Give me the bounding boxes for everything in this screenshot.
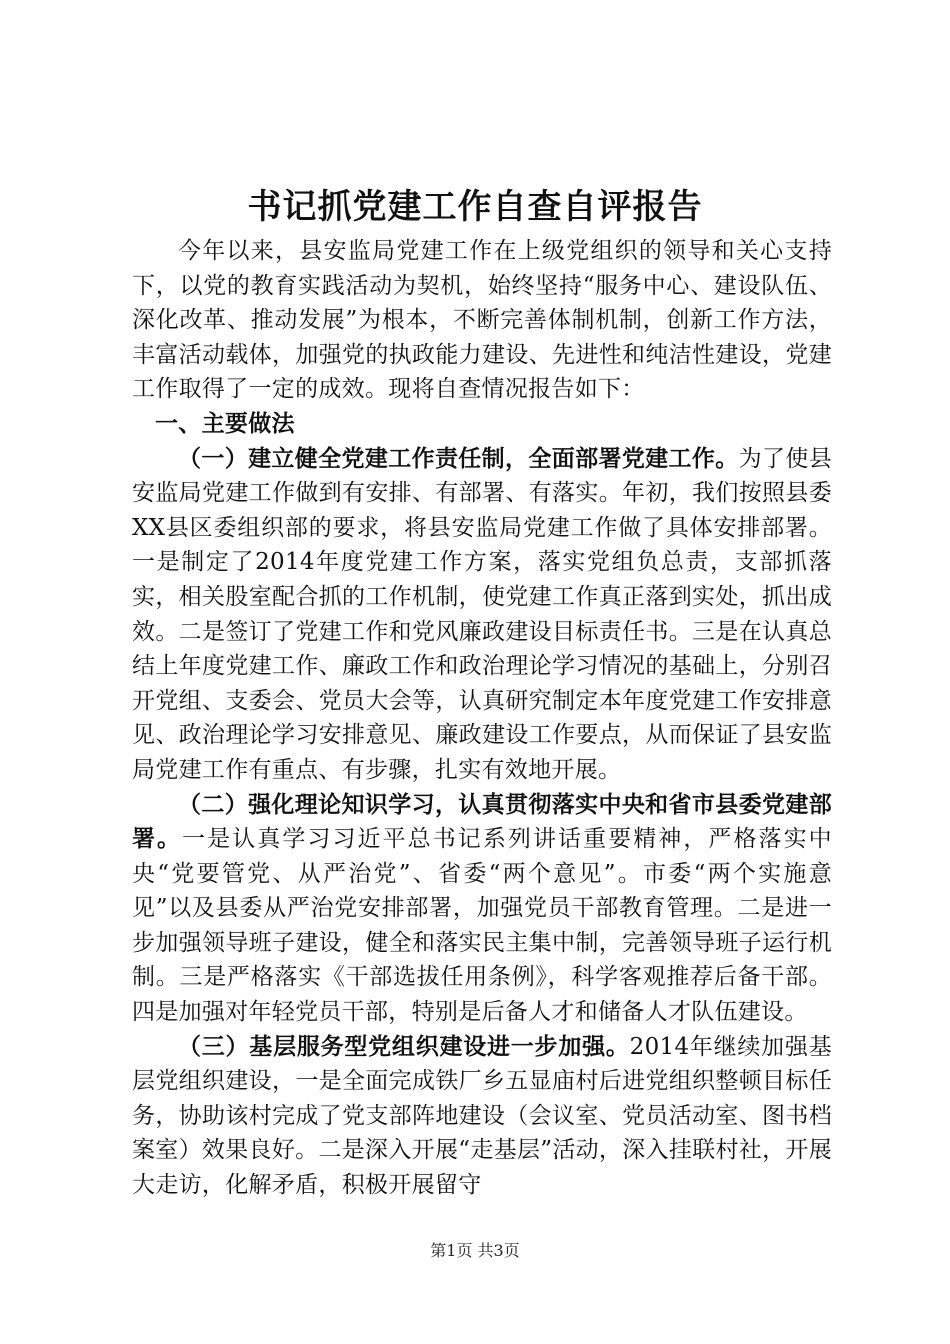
item-3-text: 2014年继续加强基层党组织建设，一是全面完成铁厂乡五显庙村后进党组织整顿目标任务，协助该村完成了党支部阵地建设（会议室、党员活动室、图书档案室）效果良好。二是深入开展“走基层”活动，深入挂联村社，开展大走访，化解矛盾，积极开展留守 [132, 1033, 832, 1199]
item-1-text: 为了使县安监局党建工作做到有安排、有部署、有落实。年初，我们按照县委XX县区委组织部的要求，将县安监局党建工作做了具体安排部署。一是制定了2014年度党建工作方案，落实党组负总责，支部抓落实，相关股室配合抓的工作机制，使党建工作真正落到实处，抓出成效。二是签订了党建工作和党风廉政建设目标责任书。三是在认真总结上年度党建工作、廉政工作和政治理论学习情况的基础上，分别召开党组、支委会、党员大会等，认真研究制定本年度党建工作安排意见、政治理论学习安排意见、廉政建设工作要点，从而保证了县安监局党建工作有重点、有步骤，扎实有效地开展。 [132, 445, 833, 783]
page-number-footer: 第1页 共3页 [430, 1241, 520, 1260]
item-2-text: 一是认真学习习近平总书记系列讲话重要精神，严格落实中央“党要管党、从严治党”、省委“两个意见”。市委“两个实施意见”以及县委从严治党安排部署，加强党员干部教育管理。二是进一步加强领导班子建设，健全和落实民主集中制，完善领导班子运行机制。三是严格落实《干部选拔任用条例》，科学客观推荐后备干部。四是加强对年轻党员干部，特别是后备人才和储备人才队伍建设。 [132, 826, 832, 1026]
item-paragraph-3 [132, 1030, 832, 1203]
item-3-lead: （三）基层服务型党组织建设进一步加强。 [178, 1033, 630, 1060]
intro-paragraph: 今年以来，县安监局党建工作在上级党组织的领导和关心支持下，以党的教育实践活动为契机，始终坚持“服务中心、建设队伍、深化改革、推动发展”为根本，不断完善体制机制，创新工作方法，丰富活动载体，加强党的执政能力建设、先进性和纯洁性建设，党建工作取得了一定的成效。现将自查情况报告如下： [132, 238, 832, 403]
item-paragraph-2 [132, 788, 832, 1030]
section-heading-main-practices: 一、主要做法 [155, 410, 295, 437]
item-1-lead: （一）建立健全党建工作责任制，全面部署党建工作。 [178, 445, 739, 472]
document-body [132, 234, 832, 1203]
document-title: 书记抓党建工作自查自评报告 [247, 187, 703, 227]
item-2-lead: （二）强化理论知识学习，认真贯彻落实中央和省市县委党建部署。 [132, 791, 832, 853]
item-paragraph-1 [132, 442, 832, 788]
